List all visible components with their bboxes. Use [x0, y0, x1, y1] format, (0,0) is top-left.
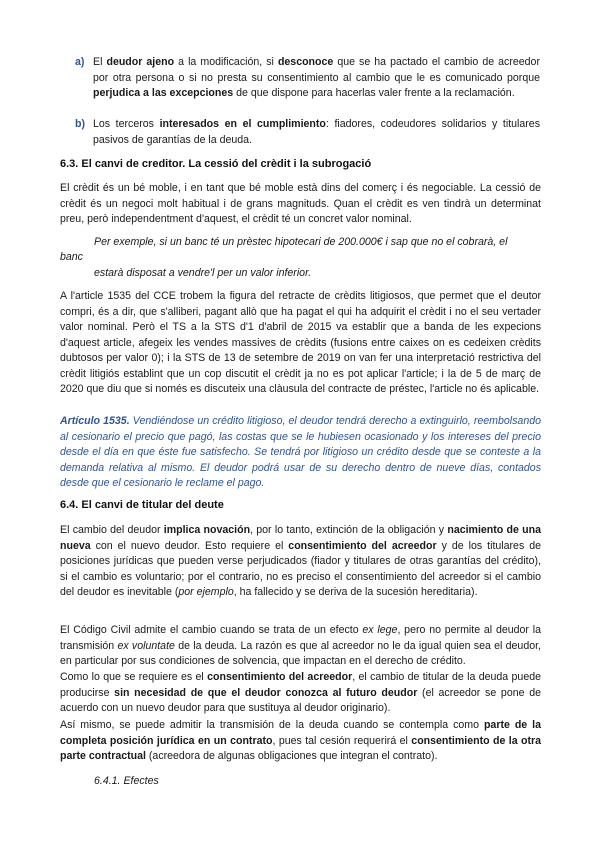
paragraph	[60, 523, 541, 601]
text-run: y de los titulares de posiciones jurídicas que pueden verse perjudicados (fiador y titulares de otras garantías del crédito), si el cambio es voluntario; por el contrario, no es preciso el consentimiento del acreedor si el cambio del deudor es inevitable (	[60, 539, 541, 598]
emphasis-bold: implica novación	[163, 524, 251, 536]
paragraph	[60, 623, 541, 670]
text-run: que se ha pactado el cambio de acreedor por otra persona o si no presta su consentimiento al cambio que le es comunicado porque	[93, 56, 540, 84]
list-item-text	[93, 55, 540, 102]
text-run: El Código Civil admite el cambio cuando se trata de un efecto	[60, 624, 363, 636]
law-article-title: Artículo 1535.	[60, 415, 130, 427]
emphasis-bold: deudor ajeno	[106, 56, 175, 68]
list-marker: a)	[75, 56, 85, 68]
text-run: con el nuevo deudor. Esto requiere el	[90, 539, 289, 552]
emphasis-bold: interesados en el cumplimiento	[159, 118, 326, 130]
emphasis-italic: por ejemplo	[178, 586, 234, 598]
text-run: (acreedora de algunas obligaciones que integran el contrato).	[145, 750, 438, 762]
paragraph	[60, 718, 541, 765]
law-article-quote	[60, 414, 541, 492]
section-heading-6-4: 6.4. El canvi de titular del deute	[60, 499, 224, 511]
example-line: estarà disposat a vendre'l per un valor inferior.	[94, 267, 312, 279]
list-item-b	[75, 117, 540, 148]
emphasis-bold: sin necesidad de que el deudor conozca al futuro deudor	[114, 686, 418, 699]
emphasis-italic: ex lege	[362, 624, 398, 636]
list-item-text	[93, 117, 540, 148]
text-run: , ha fallecido y se deriva de la sucesión hereditaria).	[233, 586, 478, 598]
example-line: banc	[60, 251, 83, 263]
text-run: El	[93, 56, 107, 68]
text-run: a la modificación, si	[174, 56, 278, 68]
text-run: Así mismo, se puede admitir la transmisión de la deuda cuando se contempla como	[60, 719, 484, 731]
text-run: (el acreedor se pone de acuerdo con un nuevo deudor para que sustituya al deudor originario).	[60, 686, 541, 714]
text-run: , por lo tanto, extinción de la obligación y	[250, 524, 448, 536]
emphasis-bold: perjudica a las excepciones	[93, 87, 234, 99]
text-run: , pues tal cesión requerirá el	[272, 734, 412, 747]
emphasis-bold: consentimiento del acreedor	[288, 539, 437, 552]
emphasis-bold: parte de la completa posición jurídica en un contrato	[60, 719, 541, 747]
text-run: Como lo que se requiere es el	[60, 671, 208, 683]
text-run: , el cambio de titular de la deuda puede producirse	[60, 671, 541, 699]
emphasis-bold: nacimiento de una nueva	[60, 524, 542, 552]
law-article-text: Vendiéndose un crédito litigioso, el deudor tendrá derecho a extinguirlo, reembolsando al cesionario el precio que pagó, las costas que se le hubiesen ocasionado y los intereses del precio desde el día en que éste fue satisfecho. Se tendrá por litigioso un crédito desde que se conteste a la demanda relativa al mismo. El deudor podrá usar de su derecho dentro de nueve días, contados desde que el cesionario le reclame el pago.	[60, 415, 542, 489]
text-run: de la deuda. La razón es que al acreedor no le da igual quien sea el deudor, en particular por sus condiciones de solvencia, que impactan en el derecho de crédito.	[60, 639, 541, 667]
text-run: , pero no permite al deudor la transmisión	[60, 624, 541, 652]
text-run: Los terceros	[93, 118, 160, 130]
emphasis-bold: consentimiento del acreedor	[207, 671, 353, 683]
example-line: Per exemple, si un banc té un prèstec hipotecari de 200.000€ i sap que no el cobrarà, el	[94, 236, 508, 248]
paragraph: A l'article 1535 del CCE trobem la figura del retracte de crèdits litigiosos, que permet que el deutor compri, és a dir, que s'alliberi, pagant allò que ha pagat el qui ha adquirit el crèdit i no el seu vertader valor nominal. Però el TS a la STS d'1 d'abril de 2015 va establir que a banda de les expecions d'aquest article, afegeix les vendes massives de crèdits (fusions entre caixes on es cedeixen crèdits dubtosos per valor 0); i la STS de 13 de setembre de 2019 on van fer una interpretació restrictiva del crèdit litigiós establint que un cop discutit el crèdit ja no es pot aplicar l'article; i la de 5 de març de 2020 que diu que si només es discuteix una clàusula del contracte de préstec, l'article no és aplicable.	[60, 290, 541, 395]
text-run: El cambio del deudor	[60, 524, 164, 536]
paragraph	[60, 670, 541, 717]
subheading-6-4-1: 6.4.1. Efectes	[94, 775, 159, 787]
emphasis-bold: consentimiento de la otra parte contractual	[60, 734, 542, 762]
text-run: de que dispone para hacerlas valer frente a la reclamación.	[233, 87, 515, 99]
paragraph: El crèdit és un bé moble, i en tant que bé moble està dins del comerç i és negociable. La cessió de crèdit és un negoci molt habitual i de grans magnituds. Quan el crèdit es ven tindrà un determinat preu, però independentment d'aquest, el crèdit té un concret valor nominal.	[60, 182, 541, 225]
emphasis-italic: ex voluntate	[117, 639, 175, 652]
emphasis-bold: desconoce	[277, 56, 334, 68]
text-run: : fiadores, codeudores solidarios y titulares pasivos de garantías de la deuda.	[93, 118, 540, 146]
list-marker: b)	[75, 118, 85, 130]
section-heading-6-3: 6.3. El canvi de creditor. La cessió del crèdit i la subrogació	[60, 158, 372, 170]
list-item-a	[75, 55, 540, 102]
